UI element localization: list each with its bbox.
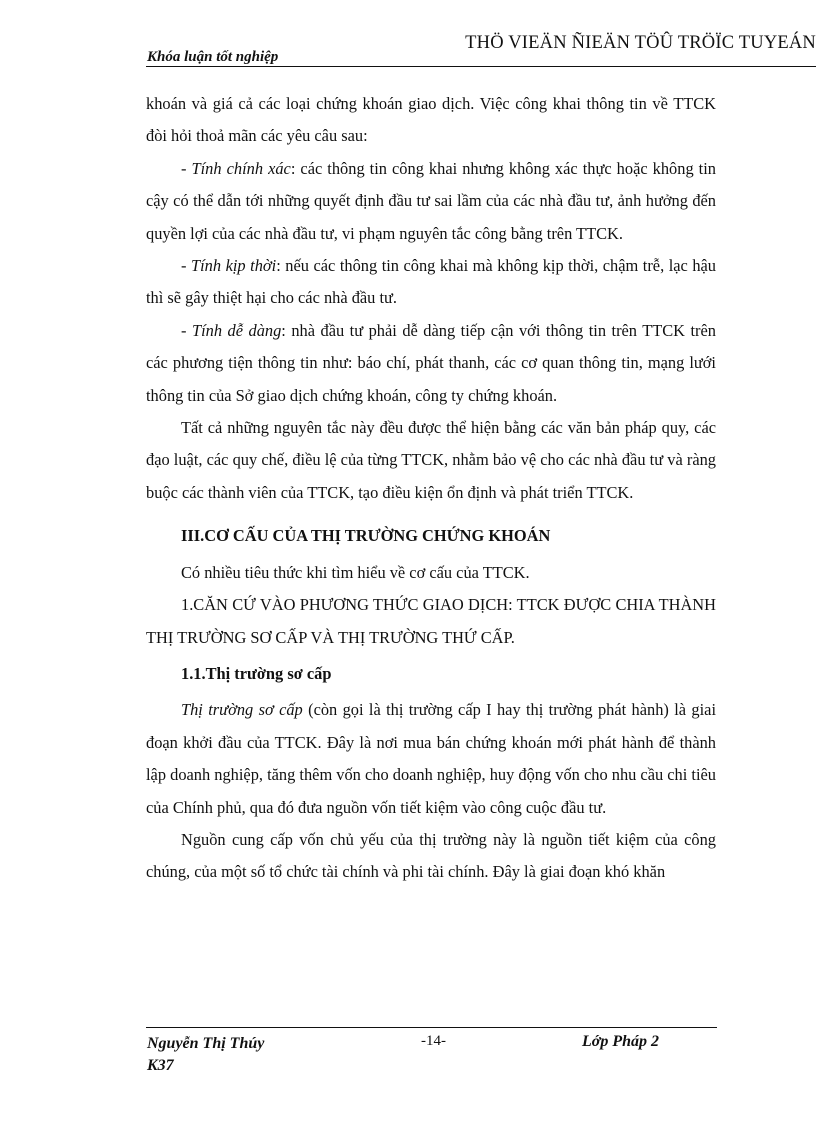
term-italic: Tính dễ dàng	[191, 320, 282, 340]
subsection-heading: 1.1.Thị trường sơ cấp	[181, 663, 332, 683]
paragraph: 1.CĂN CỨ VÀO PHƯƠNG THỨC GIAO DỊCH: TTCK ĐƯỢC CHIA THÀNH THỊ TRƯỜNG SƠ CẤP VÀ THỊ TRƯỜNG THỨ CẤP.	[146, 595, 716, 647]
paragraph: Nguồn cung cấp vốn chủ yếu của thị trường này là nguồn tiết kiệm của công chúng, của một số tổ chức tài chính và phi tài chính. Đây là giai đoạn khó khăn	[146, 829, 716, 882]
paragraph: khoán và giá cả các loại chứng khoán giao dịch. Việc công khai thông tin về TTCK đòi hỏi thoả mãn các yêu câu sau:	[146, 94, 716, 146]
paragraph: Tất cả những nguyên tắc này đều được thể hiện bằng các văn bản pháp quy, các đạo luật, các quy chế, điều lệ của từng TTCK, nhằm bảo vệ cho các nhà đầu tư và ràng buộc các thành viên của TTCK, tạo điều kiện ổn định và phát triển TTCK.	[146, 418, 716, 502]
footer-class: Lớp Pháp 2	[582, 1033, 660, 1050]
document-body	[146, 88, 716, 889]
page-number: -14-	[421, 1033, 446, 1049]
term-italic: Tính kịp thời	[191, 256, 277, 276]
paragraph-text: (còn gọi là thị trường cấp I hay thị trường phát hành) là giai đoạn khởi đầu của TTCK. Đây là nơi mua bán chứng khoán mới phát hành để thành lập doanh nghiệp, tăng thêm vốn cho doanh nghiệp, huy động vốn cho nhu cầu chi tiêu của Chính phủ, qua đó đưa nguồn vốn tiết kiệm vào công cuộc đầu tư.	[146, 700, 716, 817]
author-cohort: K37	[147, 1057, 174, 1074]
header-library-label: THÖ VIEÄN ÑIEÄN TÖÛ TRÖÏC TUYEÁN	[465, 33, 816, 53]
section-heading: III.CƠ CẤU CỦA THỊ TRƯỜNG CHỨNG KHOÁN	[181, 526, 551, 546]
header-title: Khóa luận tốt nghiệp	[147, 49, 279, 65]
paragraph-text: : nếu các thông tin công khai mà không kịp thời, chậm trễ, lạc hậu thì sẽ gây thiệt hại cho các nhà đầu tư.	[146, 256, 717, 308]
paragraph-lead: -	[181, 158, 192, 178]
paragraph	[146, 153, 716, 250]
header-divider	[146, 66, 816, 67]
paragraph-lead: -	[181, 256, 191, 276]
paragraph-text: : các thông tin công khai nhưng không xác thực hoặc không tin cậy có thể dẫn tới những quyết định đầu tư sai lầm của các nhà đầu tư, ảnh hưởng đến quyền lợi của các nhà đầu tư, vi phạm nguyên tắc công bằng trên TTCK.	[146, 158, 716, 243]
paragraph	[146, 315, 716, 412]
paragraph-text: : nhà đầu tư phải dễ dàng tiếp cận với thông tin trên TTCK trên các phương tiện thông tin như: báo chí, phát thanh, các cơ quan thông tin, mạng lưới thông tin của Sở giao dịch chứng khoán, công ty chứng khoán.	[146, 320, 716, 405]
paragraph-lead: -	[181, 320, 192, 340]
author-name: Nguyễn Thị Thúy	[147, 1035, 265, 1052]
paragraph	[146, 694, 716, 824]
paragraph	[146, 250, 716, 315]
paragraph: Có nhiều tiêu thức khi tìm hiểu về cơ cấu của TTCK.	[181, 562, 530, 582]
footer-divider	[146, 1027, 717, 1028]
term-italic: Thị trường sơ cấp	[181, 700, 303, 720]
term-italic: Tính chính xác	[191, 158, 291, 178]
footer-author	[147, 1033, 264, 1077]
